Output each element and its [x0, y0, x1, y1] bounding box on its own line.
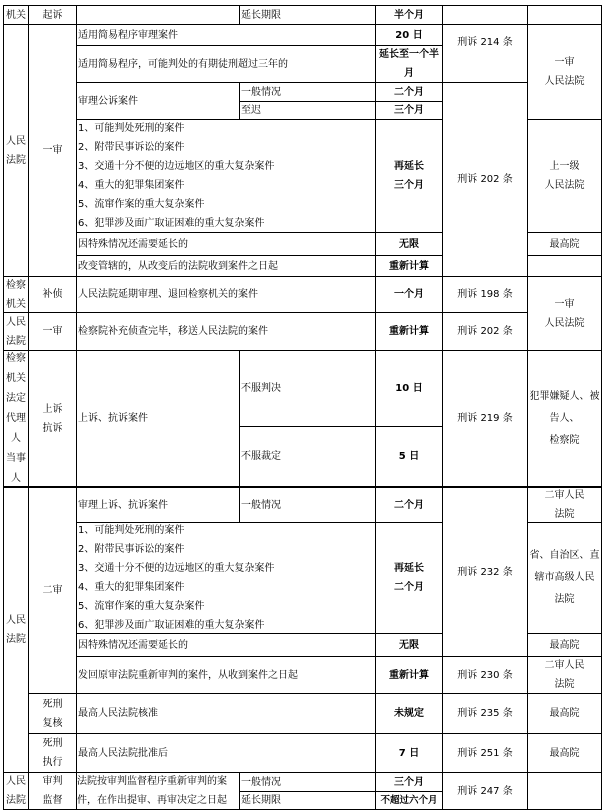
- authority-cell: 一审 人民法院: [527, 276, 602, 351]
- value-cell: 20 日: [375, 24, 443, 46]
- stage-cell: 审判 监督: [28, 772, 77, 810]
- stage-cell: 补侦: [28, 276, 77, 313]
- law-cell: 刑诉 232 条: [442, 486, 528, 657]
- value-cell: 无限: [375, 633, 443, 657]
- case-cell: 因特殊情况还需要延长的: [76, 633, 376, 657]
- case-cell: 适用简易程序审理案件: [76, 24, 376, 46]
- list-item: 1、可能判处死刑的案件: [78, 123, 185, 134]
- value-cell: 重新计算: [375, 255, 443, 277]
- list-item: 2、附带民事诉讼的案件: [78, 544, 185, 555]
- law-cell: 刑诉 251 条: [442, 733, 528, 773]
- condition-cell: 一般情况: [239, 82, 376, 102]
- stage-cell: 起诉: [28, 5, 77, 25]
- list-item: 2、附带民事诉讼的案件: [78, 142, 185, 153]
- value-cell: 5 日: [375, 426, 443, 487]
- list-item: 5、流窜作案的重大复杂案件: [78, 199, 205, 210]
- value-cell: 半个月: [375, 5, 443, 25]
- condition-cell: 延长期限: [239, 791, 376, 810]
- condition-cell: 一般情况: [239, 772, 376, 792]
- org-cell: 人民 法院: [3, 772, 29, 810]
- org-cell: 检察 机关 法定 代理 人 当事 人: [3, 350, 29, 487]
- value-cell: 不超过六个月: [375, 791, 443, 810]
- list-item: 4、重大的犯罪集团案件: [78, 582, 185, 593]
- case-cell: 最高人民法院核准: [76, 693, 376, 734]
- authority-cell: 犯罪嫌疑人、被 告人、 检察院: [527, 350, 602, 487]
- authority-cell: 最高院: [527, 633, 602, 657]
- condition-cell: 不服裁定: [239, 426, 376, 487]
- case-cell: 最高人民法院批准后: [76, 733, 376, 773]
- condition-cell: 一般情况: [239, 486, 376, 523]
- case-cell: 人民法院延期审理、退回检察机关的案件: [76, 276, 376, 313]
- list-item: 6、犯罪涉及面广取证困难的重大复杂案件: [78, 620, 265, 631]
- org-cell: 人民 法院: [3, 312, 29, 351]
- case-cell: 发回原审法院重新审判的案件，从收到案件之日起: [76, 656, 376, 694]
- value-cell: 10 日: [375, 350, 443, 427]
- stage-cell: 一审: [28, 24, 77, 277]
- case-list: [76, 119, 376, 233]
- value-cell: 三个月: [375, 101, 443, 120]
- value-cell: 二个月: [375, 486, 443, 523]
- case-cell: 检察院补充侦查完毕，移送人民法院的案件: [76, 312, 376, 351]
- case-cell: 法院按审判监督程序重新审判的案件，在作出提审、再审决定之日起: [76, 772, 240, 810]
- authority-cell: 一审 人民法院: [527, 24, 602, 120]
- stage-cell: 死刑 执行: [28, 733, 77, 773]
- value-cell: 一个月: [375, 276, 443, 313]
- value-cell: 再延长 三个月: [375, 119, 443, 233]
- value-cell: 无限: [375, 232, 443, 256]
- case-cell: 适用简易程序，可能判处的有期徒刑超过三年的: [76, 45, 376, 83]
- blank-cell: [442, 5, 528, 25]
- value-cell: 二个月: [375, 82, 443, 102]
- case-cell: 改变管辖的，从改变后的法院收到案件之日起: [76, 255, 376, 277]
- stage-cell: 一审: [28, 312, 77, 351]
- condition-cell: 不服判决: [239, 350, 376, 427]
- case-cell: 审理公诉案件: [76, 82, 240, 120]
- org-cell: 人民法院: [3, 24, 29, 277]
- law-cell: 刑诉 230 条: [442, 656, 528, 694]
- org-cell: 检察 机关: [3, 276, 29, 313]
- list-item: 3、交通十分不便的边远地区的重大复杂案件: [78, 563, 275, 574]
- authority-cell: 最高院: [527, 693, 602, 734]
- law-cell: 刑诉 198 条: [442, 276, 528, 313]
- case-list: [76, 522, 376, 634]
- value-cell: 7 日: [375, 733, 443, 773]
- authority-cell: 二审人民 法院: [527, 486, 602, 523]
- condition-cell: 至迟: [239, 101, 376, 120]
- case-cell: 因特殊情况还需要延长的: [76, 232, 376, 256]
- authority-cell: 最高院: [527, 232, 602, 256]
- list-item: 1、可能判处死刑的案件: [78, 525, 185, 536]
- blank-cell: [527, 772, 602, 810]
- value-cell: 重新计算: [375, 312, 443, 351]
- authority-cell: 上一级 人民法院: [527, 119, 602, 233]
- value-cell: 三个月: [375, 772, 443, 792]
- value-cell: 延长至一个半 月: [375, 45, 443, 83]
- list-item: 3、交通十分不便的边远地区的重大复杂案件: [78, 161, 275, 172]
- blank-cell: [527, 255, 602, 277]
- law-cell: 刑诉 202 条: [442, 312, 528, 351]
- stage-cell: 死刑 复核: [28, 693, 77, 734]
- blank-cell: [76, 5, 240, 25]
- law-cell: 刑诉 214 条: [442, 24, 528, 83]
- stage-cell: 二审: [28, 486, 77, 694]
- case-cell: 审理上诉、抗诉案件: [76, 486, 240, 523]
- law-cell: 刑诉 202 条: [442, 82, 528, 277]
- value-cell: 未规定: [375, 693, 443, 734]
- value-cell: 再延长 二个月: [375, 522, 443, 634]
- law-cell: 刑诉 235 条: [442, 693, 528, 734]
- law-cell: 刑诉 219 条: [442, 350, 528, 487]
- stage-cell: 上诉 抗诉: [28, 350, 77, 487]
- org-cell: 机关: [3, 5, 29, 25]
- list-item: 5、流窜作案的重大复杂案件: [78, 601, 205, 612]
- value-cell: 重新计算: [375, 656, 443, 694]
- list-item: 4、重大的犯罪集团案件: [78, 180, 185, 191]
- blank-cell: [527, 5, 602, 25]
- authority-cell: 省、自治区、直 辖市高级人民 法院: [527, 522, 602, 634]
- label-cell: 延长期限: [239, 5, 376, 25]
- authority-cell: 最高院: [527, 733, 602, 773]
- org-cell: 人民 法院: [3, 486, 29, 773]
- authority-cell: 二审人民 法院: [527, 656, 602, 694]
- list-item: 6、犯罪涉及面广取证困难的重大复杂案件: [78, 218, 265, 229]
- law-cell: 刑诉 247 条: [442, 772, 528, 810]
- case-cell: 上诉、抗诉案件: [76, 350, 240, 487]
